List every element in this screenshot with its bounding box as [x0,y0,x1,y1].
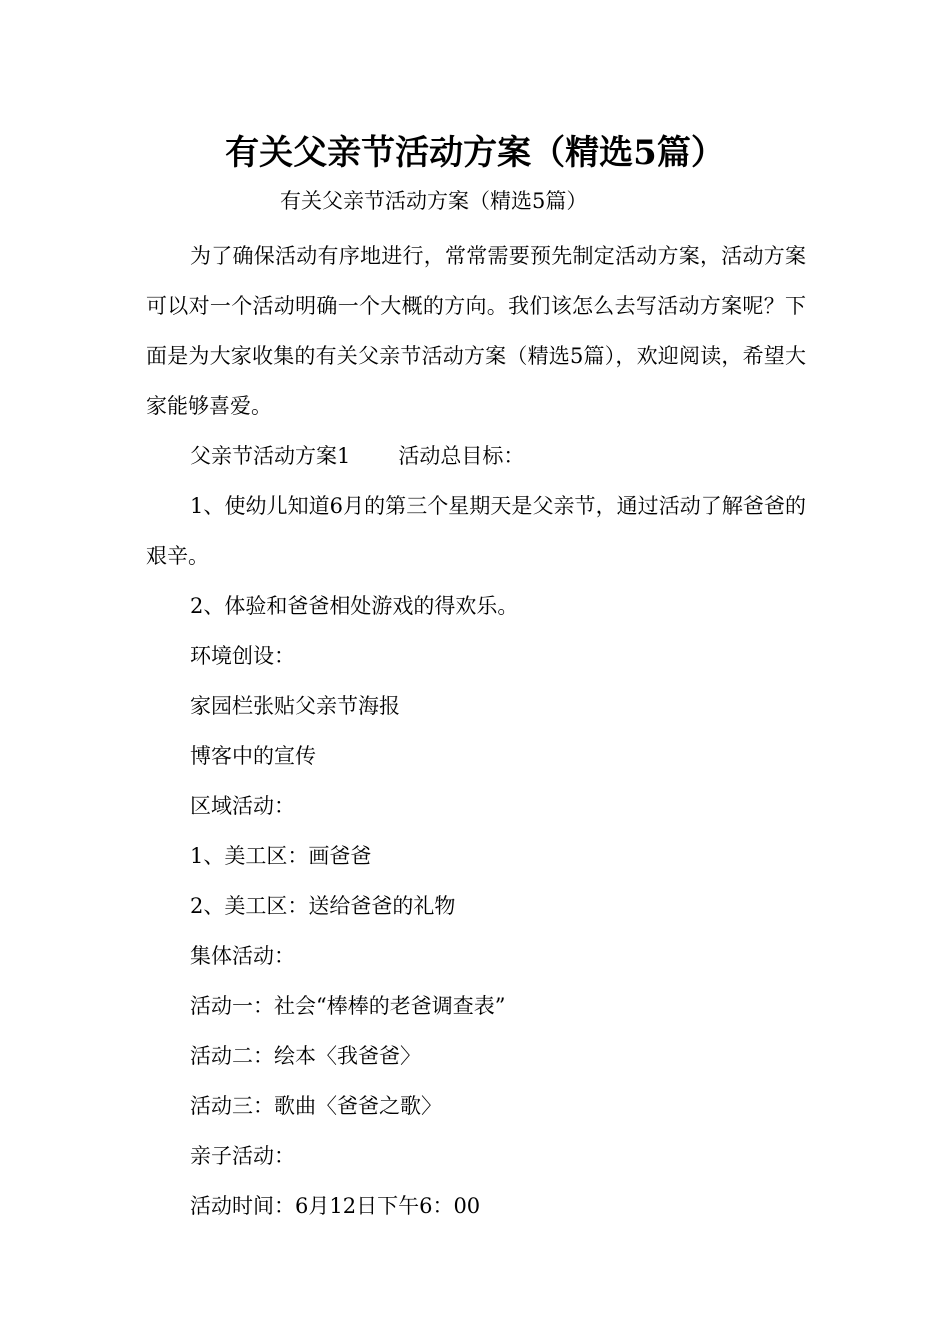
intro-paragraph: 为了确保活动有序地进行，常常需要预先制定活动方案，活动方案可以对一个活动明确一个大概的方向。我们该怎么去写活动方案呢？下面是为大家收集的有关父亲节活动方案（精选5篇），欢迎阅读，希望大家能够喜爱。 [146,244,806,418]
group-heading: 集体活动： [190,944,295,968]
parent-time: 活动时间：6月12日下午6：00 [190,1194,481,1218]
group-item-3: 活动三：歌曲〈爸爸之歌〉 [190,1094,442,1118]
document-body [146,231,806,1231]
area-item-2: 2、美工区：送给爸爸的礼物 [190,894,456,918]
document-title: 有关父亲节活动方案（精选5篇） [225,133,725,173]
env-heading: 环境创设： [190,644,295,668]
env-item-2: 博客中的宣传 [190,744,316,768]
document-subtitle: 有关父亲节活动方案（精选5篇） [280,189,588,213]
parent-heading: 亲子活动： [190,1144,295,1168]
goal-1: 1、使幼儿知道6月的第三个星期天是父亲节，通过活动了解爸爸的艰辛。 [146,494,806,568]
env-item-1: 家园栏张贴父亲节海报 [190,694,400,718]
goal-2: 2、体验和爸爸相处游戏的得欢乐。 [190,594,519,618]
group-item-2: 活动二：绘本〈我爸爸〉 [190,1044,421,1068]
area-heading: 区域活动： [190,794,295,818]
plan1-goal-label: 活动总目标： [398,444,525,468]
area-item-1: 1、美工区：画爸爸 [190,844,372,868]
plan1-heading: 父亲节活动方案1 [190,444,351,468]
plan1-heading-line [146,431,806,481]
group-item-1: 活动一：社会“棒棒的老爸调查表” [190,994,506,1018]
